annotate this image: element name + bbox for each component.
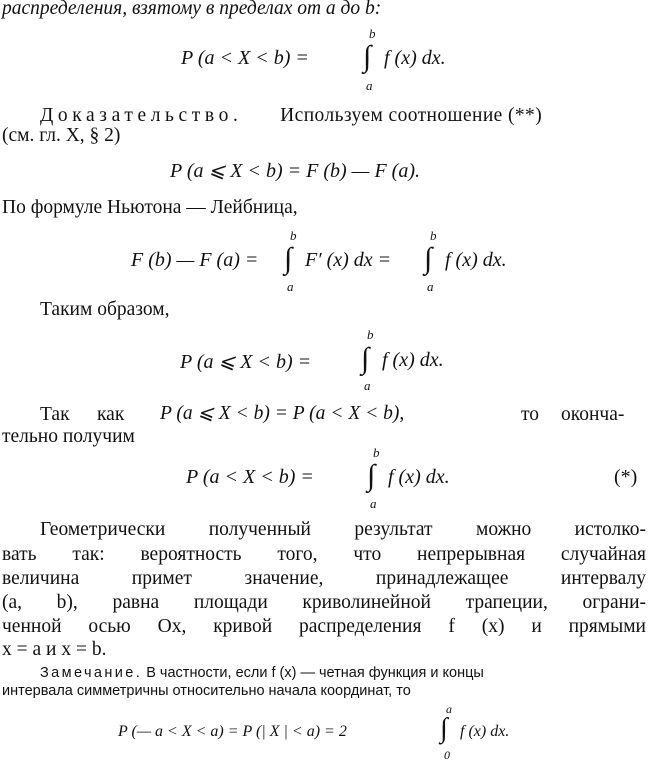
equation-tag: (*) [614, 466, 638, 488]
eq4-right: f (x) dx. [382, 349, 444, 371]
eq3-mid: F′ (x) dx = [305, 249, 392, 271]
integral-sign: ∫ [361, 342, 370, 375]
eq5-right: f (x) dx. [388, 466, 450, 488]
word-okoncha: оконча- [561, 404, 625, 425]
text-line-top: распределения, взятому в пределах от a до b: [2, 0, 382, 19]
eq3-upper-limit-2: b [430, 228, 437, 243]
integral-sign: ∫ [284, 242, 293, 275]
eq1-left: P (a < X < b) = [181, 47, 309, 69]
eq4-lower-limit: a [364, 378, 371, 393]
eq6-lower-limit: 0 [444, 748, 450, 762]
newton-line: По формуле Ньютона — Лейбница, [2, 197, 298, 218]
remark-line-1-rest: В частности, если f (x) — четная функция и концы [146, 665, 484, 681]
proof-ref: (см. гл. X, § 2) [2, 125, 121, 146]
since-formula: P (a ⩽ X < b) = P (a < X < b), [160, 403, 405, 424]
integral-sign: ∫ [424, 242, 433, 275]
eq4-upper-limit: b [367, 327, 374, 342]
since-line-2: тельно получим [2, 426, 135, 447]
equation-2: P (a ⩽ X < b) = F (b) — F (a). [170, 160, 420, 182]
eq1-right: f (x) dx. [384, 47, 446, 69]
eq1-lower-limit: a [366, 78, 373, 93]
eq3-left: F (b) — F (a) = [131, 249, 259, 271]
remark-line-2: интервала симметричны относительно начала координат, то [2, 683, 411, 699]
integral-sign: ∫ [367, 459, 376, 492]
proof-rest: Используем соотношение (**) [280, 105, 543, 126]
geom-line-2: вать так: вероятность того, что непрерывная случайная [2, 544, 646, 565]
geom-line-4: (a, b), равна площади криволинейной трапеции, ограни- [2, 592, 646, 613]
remark-word: Замечание. [40, 665, 143, 681]
eq3-upper-limit-1: b [290, 228, 297, 243]
geom-line-6: x = a и x = b. [2, 639, 107, 660]
geom-line-1: Геометрически полученный результат можно истолко- [40, 519, 646, 540]
thus-line: Таким образом, [40, 299, 170, 320]
eq6-left: P (— a < X < a) = P (| X | < a) = 2 [118, 723, 347, 740]
word-kak: как [97, 404, 125, 425]
remark-line-1 [40, 664, 646, 682]
eq5-lower-limit: a [370, 496, 377, 511]
eq5-left: P (a < X < b) = [186, 466, 314, 488]
geom-line-3: величина примет значение, принадлежащее интервалу [2, 568, 646, 589]
eq6-upper-limit: a [446, 702, 452, 716]
word-to: то [521, 404, 540, 425]
eq6-right: f (x) dx. [460, 723, 510, 740]
eq1-upper-limit: b [369, 26, 376, 41]
proof-word: Доказательство. [40, 105, 243, 126]
eq4-left: P (a ⩽ X < b) = [180, 351, 312, 373]
eq5-upper-limit: b [373, 445, 380, 460]
integral-sign: ∫ [363, 40, 372, 73]
eq3-lower-limit-2: a [427, 279, 434, 294]
word-tak: Так [40, 404, 70, 425]
integral-sign: ∫ [440, 713, 448, 744]
eq3-right: f (x) dx. [445, 249, 507, 271]
geom-line-5: ченной осью Ox, кривой распределения f (x) и прямыми [2, 616, 646, 637]
eq3-lower-limit-1: a [287, 279, 294, 294]
